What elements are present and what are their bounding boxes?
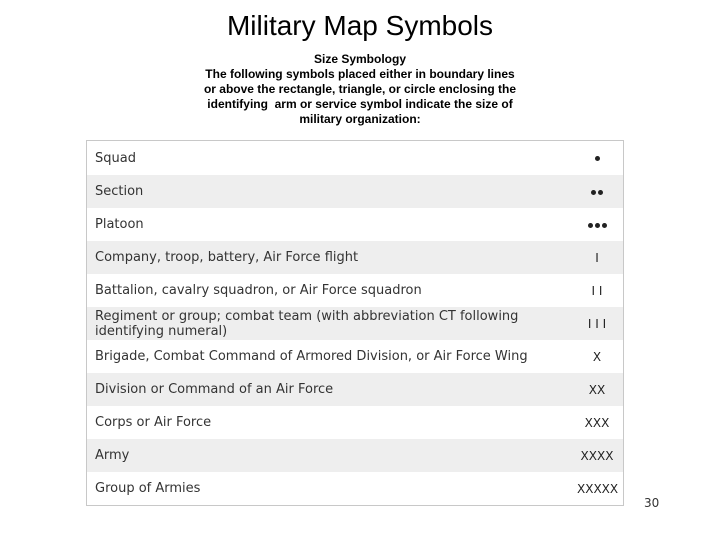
unit-label: Section bbox=[95, 184, 144, 199]
subtitle-line: or above the rectangle, triangle, or circle enclosing the bbox=[203, 82, 517, 96]
size-symbol bbox=[577, 218, 617, 232]
size-symbol-table bbox=[86, 140, 624, 506]
table-row bbox=[87, 141, 623, 175]
size-symbology-description bbox=[180, 52, 540, 127]
table-row bbox=[87, 208, 623, 241]
size-symbol: X bbox=[592, 349, 602, 364]
size-symbol bbox=[577, 151, 617, 165]
size-symbol: XXX bbox=[584, 415, 610, 430]
unit-label: Corps or Air Force bbox=[95, 415, 212, 430]
unit-label: Brigade, Combat Command of Armored Division, or Air Force Wing bbox=[95, 349, 528, 364]
table-row bbox=[87, 274, 623, 307]
size-symbol: I I I bbox=[587, 316, 607, 331]
size-symbol bbox=[577, 185, 617, 199]
table-row bbox=[87, 373, 623, 406]
unit-label: Company, troop, battery, Air Force flight bbox=[95, 250, 359, 265]
subtitle-heading: Size Symbology bbox=[313, 52, 407, 66]
table-row bbox=[87, 406, 623, 439]
table-row bbox=[87, 439, 623, 472]
size-symbol: XXXX bbox=[580, 448, 614, 463]
unit-label: Army bbox=[95, 448, 130, 463]
table-row bbox=[87, 241, 623, 274]
subtitle-line: identifying arm or service symbol indicate the size of bbox=[207, 97, 513, 111]
table-row bbox=[87, 175, 623, 208]
unit-label: Squad bbox=[95, 150, 136, 166]
unit-label: Battalion, cavalry squadron, or Air Force squadron bbox=[95, 283, 422, 298]
subtitle-line: The following symbols placed either in boundary lines bbox=[205, 67, 515, 81]
unit-label: Regiment or group; combat team (with abbreviation CT following identifying numeral) bbox=[95, 308, 519, 339]
unit-label: Group of Armies bbox=[95, 481, 201, 496]
unit-label: Division or Command of an Air Force bbox=[95, 382, 334, 397]
size-symbol: XX bbox=[588, 382, 606, 397]
table-row bbox=[87, 472, 623, 505]
page-title: Military Map Symbols bbox=[226, 10, 494, 41]
table-row bbox=[87, 307, 623, 340]
subtitle-line: military organization: bbox=[299, 112, 421, 126]
page-number: 30 bbox=[644, 496, 660, 510]
unit-label: Platoon bbox=[95, 217, 144, 232]
size-symbol: I bbox=[595, 250, 599, 265]
size-symbol: I I bbox=[591, 283, 603, 298]
table-row bbox=[87, 340, 623, 373]
size-symbol: XXXXX bbox=[577, 481, 619, 496]
